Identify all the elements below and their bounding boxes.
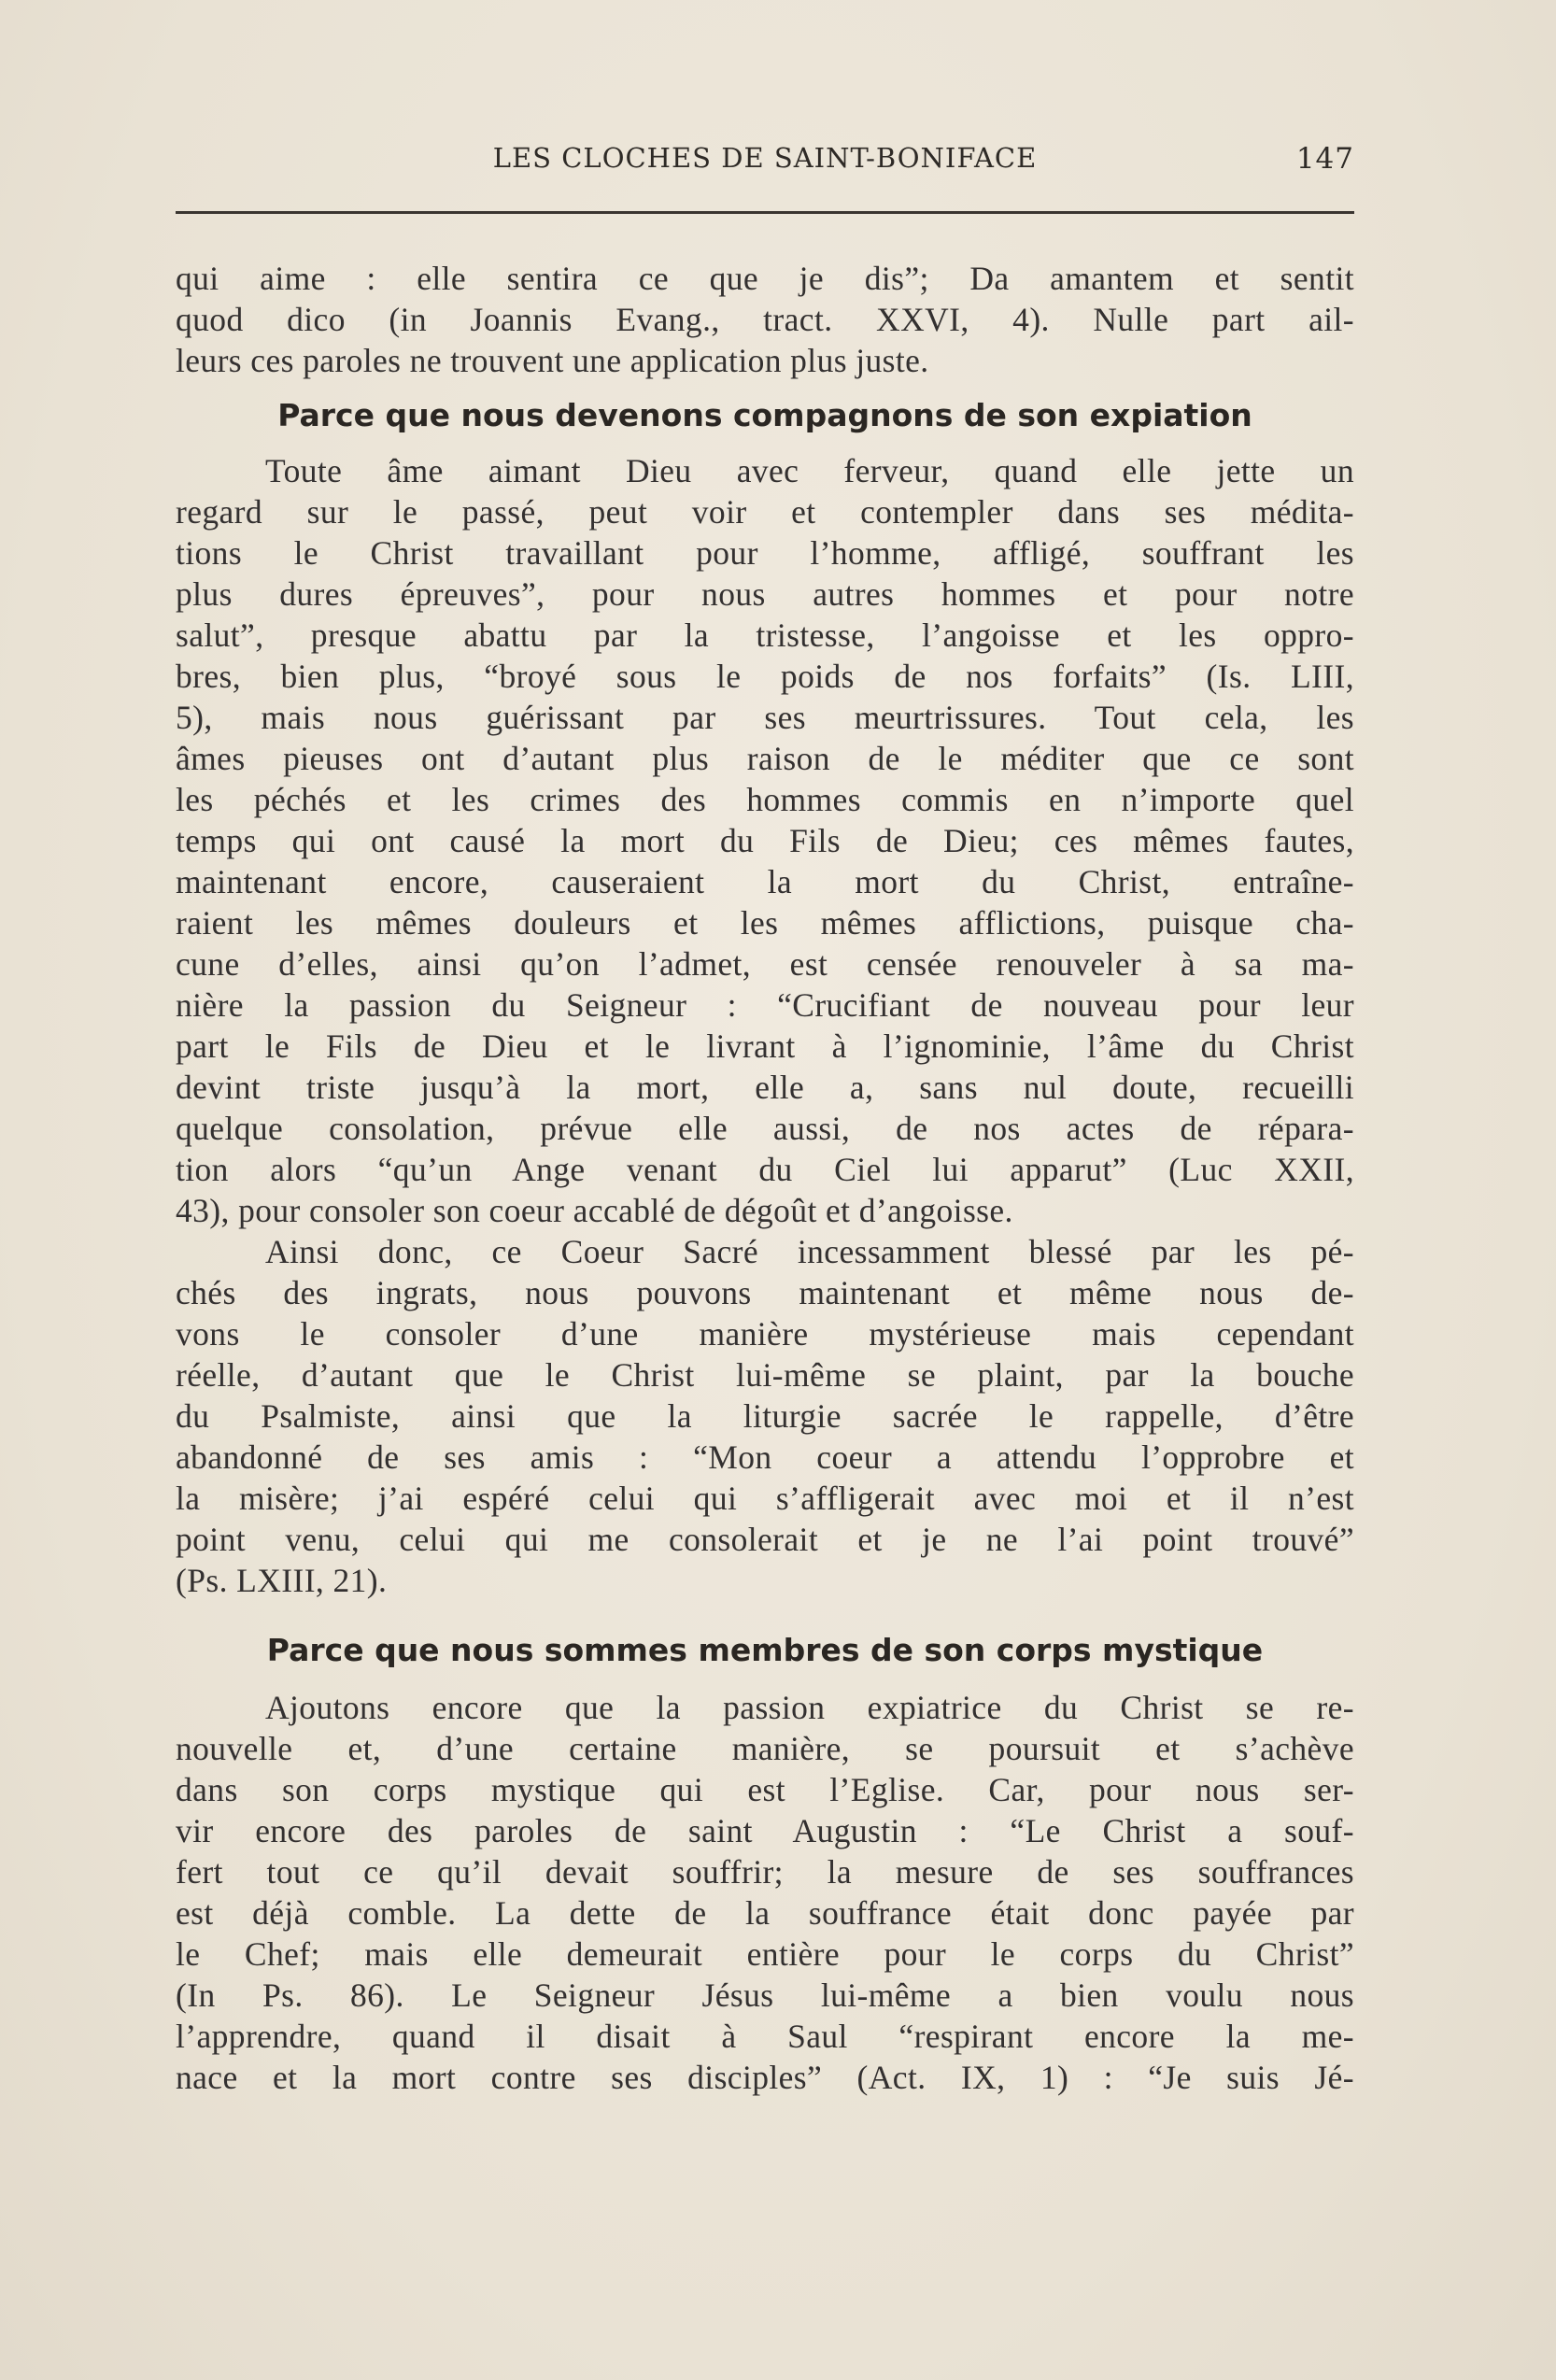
text-line: Ajoutons encore que la passion expiatrice du Christ se re- — [265, 1689, 1354, 1726]
text-line: leurs ces paroles ne trouvent une application plus juste. — [176, 342, 929, 379]
text-line: du Psalmiste, ainsi que la liturgie sacrée le rappelle, d’être — [176, 1397, 1354, 1435]
running-title: LES CLOCHES DE SAINT-BONIFACE — [492, 142, 1038, 174]
section-heading-expiation: Parce que nous devenons compagnons de son expiation — [277, 397, 1252, 433]
paragraph-mystical-body — [176, 1687, 1354, 2098]
paragraph-expiation — [176, 450, 1354, 1231]
text-line: plus dures épreuves”, pour nous autres hommes et pour notre — [176, 575, 1354, 613]
section-heading-mystical-body: Parce que nous sommes membres de son corps mystique — [266, 1632, 1264, 1668]
text-line: quelque consolation, prévue elle aussi, de nos actes de répara- — [176, 1110, 1354, 1147]
text-line: dans son corps mystique qui est l’Eglise. Car, pour nous ser- — [176, 1771, 1354, 1808]
text-line: réelle, d’autant que le Christ lui-même se plaint, par la bouche — [176, 1356, 1354, 1394]
text-line: raient les mêmes douleurs et les mêmes afflictions, puisque cha- — [176, 904, 1354, 942]
text-line: cune d’elles, ainsi qu’on l’admet, est censée renouveler à sa ma- — [176, 945, 1354, 983]
text-line: vir encore des paroles de saint Augustin : “Le Christ a souf- — [176, 1812, 1354, 1849]
text-line: âmes pieuses ont d’autant plus raison de le méditer que ce sont — [176, 740, 1354, 777]
text-line: maintenant encore, causeraient la mort du Christ, entraîne- — [176, 863, 1354, 900]
text-line: abandonné de ses amis : “Mon coeur a attendu l’opprobre et — [176, 1438, 1354, 1476]
text-line: point venu, celui qui me consolerait et je ne l’ai point trouvé” — [176, 1521, 1354, 1558]
paragraph-continuation — [176, 258, 1354, 381]
text-line: (In Ps. 86). Le Seigneur Jésus lui-même a bien voulu nous — [176, 1976, 1354, 2014]
text-line: le Chef; mais elle demeurait entière pour le corps du Christ” — [176, 1935, 1354, 1973]
text-line: la misère; j’ai espéré celui qui s’affligerait avec moi et il n’est — [176, 1480, 1354, 1517]
text-line: nace et la mort contre ses disciples” (Act. IX, 1) : “Je suis Jé- — [176, 2059, 1354, 2096]
page-header — [176, 138, 1354, 183]
text-line: vons le consoler d’une manière mystérieuse mais cependant — [176, 1315, 1354, 1353]
header-rule — [176, 211, 1354, 214]
text-line: Ainsi donc, ce Coeur Sacré incessamment blessé par les pé- — [265, 1233, 1354, 1270]
text-line: nière la passion du Seigneur : “Crucifiant de nouveau pour leur — [176, 986, 1354, 1024]
text-line: les péchés et les crimes des hommes commis en n’importe quel — [176, 781, 1354, 818]
text-line: quod dico (in Joannis Evang., tract. XXVI, 4). Nulle part ail- — [176, 301, 1354, 338]
paragraph-consolation — [176, 1231, 1354, 1601]
text-line: tion alors “qu’un Ange venant du Ciel lui apparut” (Luc XXII, — [176, 1151, 1354, 1188]
text-line: bres, bien plus, “broyé sous le poids de nos forfaits” (Is. LIII, — [176, 658, 1354, 695]
page-number: 147 — [1295, 142, 1354, 176]
text-line: devint triste jusqu’à la mort, elle a, sans nul doute, recueilli — [176, 1069, 1354, 1106]
text-line: qui aime : elle sentira ce que je dis”; Da amantem et sentit — [176, 260, 1354, 297]
text-line: est déjà comble. La dette de la souffrance était donc payée par — [176, 1894, 1354, 1932]
text-line: 5), mais nous guérissant par ses meurtrissures. Tout cela, les — [176, 699, 1354, 736]
text-line: (Ps. LXIII, 21). — [176, 1562, 388, 1599]
text-line: tions le Christ travaillant pour l’homme, affligé, souffrant les — [176, 534, 1354, 572]
text-line: l’apprendre, quand il disait à Saul “respirant encore la me- — [176, 2018, 1354, 2055]
text-line: regard sur le passé, peut voir et contempler dans ses médita- — [176, 493, 1354, 531]
text-line: nouvelle et, d’une certaine manière, se poursuit et s’achève — [176, 1730, 1354, 1767]
text-line: 43), pour consoler son coeur accablé de dégoût et d’angoisse. — [176, 1192, 1013, 1229]
text-line: fert tout ce qu’il devait souffrir; la mesure de ses souffrances — [176, 1853, 1354, 1891]
text-line: salut”, presque abattu par la tristesse, l’angoisse et les oppro- — [176, 616, 1354, 654]
text-line: Toute âme aimant Dieu avec ferveur, quand elle jette un — [265, 452, 1354, 489]
text-line: part le Fils de Dieu et le livrant à l’ignominie, l’âme du Christ — [176, 1027, 1354, 1065]
page-body — [176, 258, 1354, 2098]
text-line: chés des ingrats, nous pouvons maintenant et même nous de- — [176, 1274, 1354, 1311]
text-line: temps qui ont causé la mort du Fils de Dieu; ces mêmes fautes, — [176, 822, 1354, 859]
